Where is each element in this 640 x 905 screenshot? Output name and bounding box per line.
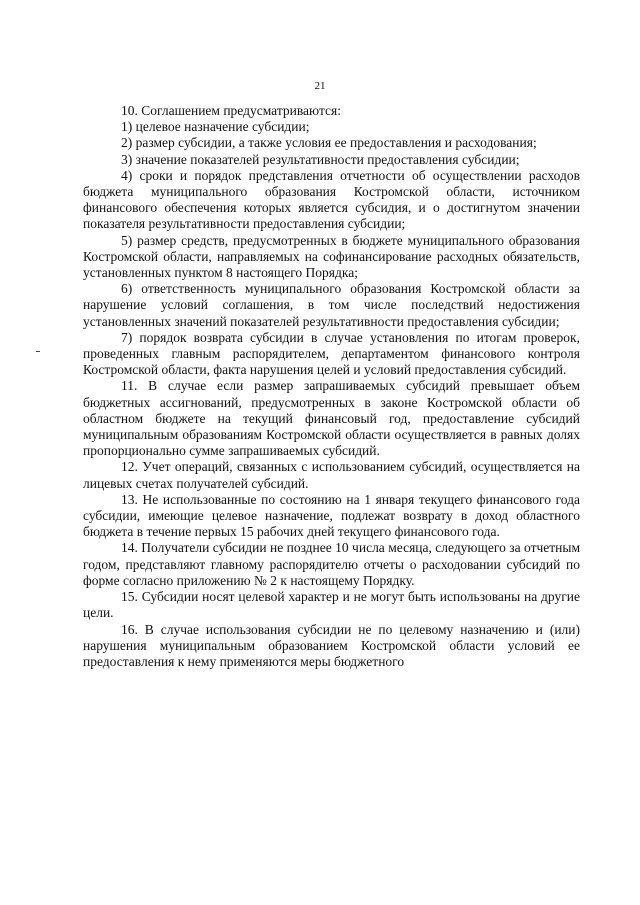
margin-mark bbox=[36, 351, 40, 352]
paragraph-10-heading: 10. Соглашением предусматриваются: bbox=[121, 103, 341, 118]
paragraph-14: 14. Получатели субсидии не позднее 10 числа месяца, следующего за отчетным годом, представляют главному распорядителю отчеты о расходовании субсидий по форме согласно приложению № 2 к настоящему Порядку. bbox=[83, 540, 580, 588]
list-item-2: 2) размер субсидии, а также условия ее предоставления и расходования; bbox=[121, 135, 537, 151]
list-item-6: 6) ответственность муниципального образования Костромской области за нарушение условий соглашения, в том числе последствий недостижения установленных значений показателей результативности предоставления субсидии; bbox=[83, 281, 580, 329]
list-item-5: 5) размер средств, предусмотренных в бюджете муниципального образования Костромской области, направляемых на софинансирование расходных обязательств, установленных пунктом 8 настоящего Порядка; bbox=[83, 232, 580, 281]
page-number: 21 bbox=[314, 80, 326, 92]
list-item-4: 4) сроки и порядок представления отчетности об осуществлении расходов бюджета муниципального образования Костромской области, источником финансового обеспечения которых является субсидия, и о достигнутом значении показателя результативности предоставления субсидии; bbox=[83, 167, 580, 232]
list-item-1: 1) целевое назначение субсидии; bbox=[121, 119, 310, 135]
list-item-3: 3) значение показателей результативности предоставления субсидии; bbox=[121, 151, 520, 167]
paragraph-12: 12. Учет операций, связанных с использованием субсидий, осуществляется на лицевых счетах получателей субсидий. bbox=[83, 459, 580, 491]
paragraph-13: 13. Не использованные по состоянию на 1 января текущего финансового года субсидии, имеющие целевое назначение, подлежат возврату в доход областного бюджета в течение первых 15 рабочих дней текущего финансового года. bbox=[83, 491, 580, 540]
paragraph-11: 11. В случае если размер запрашиваемых субсидий превышает объем бюджетных ассигнований, предусмотренных в законе Костромской области об областном бюджете на текущий финансовый год, предоставление субсидий муниципальным образованиям Костромской области осуществляется в равных долях пропорционально сумме запрашиваемых субсидий. bbox=[83, 378, 580, 459]
list-item-7: 7) порядок возврата субсидии в случае установления по итогам проверок, проведенных главным распорядителем, департаментом финансового контроля Костромской области, факта нарушения целей и условий предоставления субсидий. bbox=[83, 329, 580, 378]
paragraph-16: 16. В случае использования субсидии не по целевому назначению и (или) нарушения муниципальным образованием Костромской области условий ее предоставления к нему применяются меры бюджетного bbox=[83, 621, 580, 669]
paragraph-15: 15. Субсидии носят целевой характер и не могут быть использованы на другие цели. bbox=[83, 589, 580, 621]
document-body bbox=[83, 103, 580, 670]
